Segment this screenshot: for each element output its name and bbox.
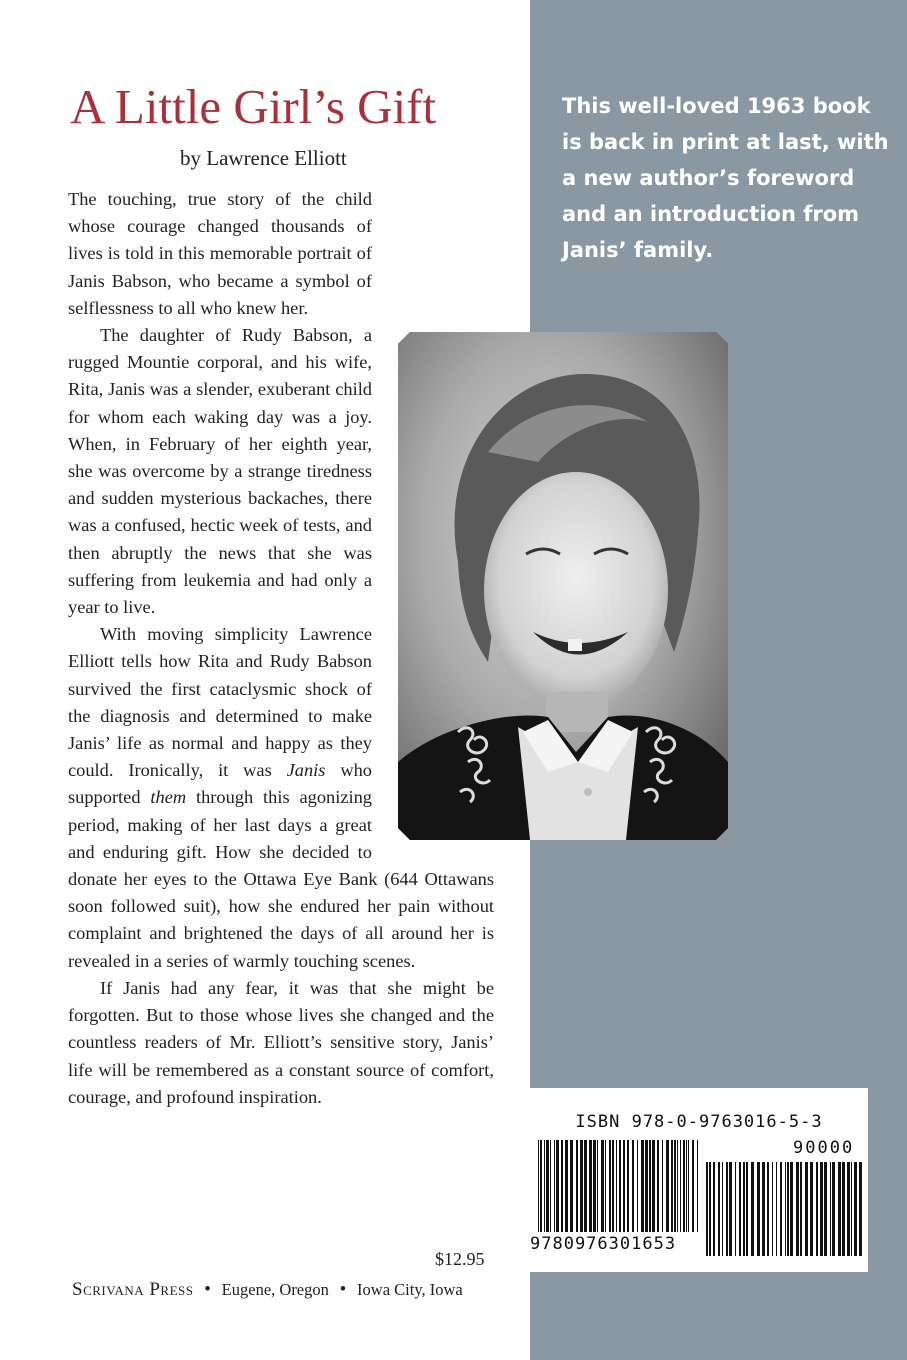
publisher-line: Scrivana Press • Eugene, Oregon • Iowa City, Iowa [72, 1279, 463, 1300]
barcode-digits: 9780976301653 [530, 1234, 677, 1254]
book-title: A Little Girl’s Gift [70, 79, 437, 134]
synopsis-paragraph-1: The touching, true story of the child whose courage changed thousands of lives is told in this memorable portrait of Janis Babson, who became a symbol of selflessness to all who knew her. [68, 189, 372, 318]
location-iowa-city: Iowa City, Iowa [357, 1280, 463, 1299]
isbn-label: ISBN 978-0-9763016-5-3 [575, 1112, 823, 1132]
promo-blurb: This well-loved 1963 book is back in print at last, with a new author’s foreword and an introduction from Janis’ family. [562, 94, 889, 262]
isbn-barcode [530, 1088, 868, 1272]
barcode-addon-digits: 90000 [793, 1138, 855, 1158]
synopsis-paragraph-4: If Janis had any fear, it was that she might be forgotten. But to those whose lives she changed and the countless readers of Mr. Elliott’s sensitive story, Janis’ life will be remembered as a constant source of comfort, courage, and profound inspiration. [68, 977, 494, 1107]
book-author: by Lawrence Elliott [180, 146, 347, 170]
girl-portrait-photo [398, 332, 728, 840]
publisher-name: Scrivana Press [72, 1279, 194, 1300]
price: $12.95 [435, 1249, 485, 1269]
location-eugene: Eugene, Oregon [221, 1280, 329, 1299]
synopsis-paragraph-2: The daughter of Rudy Babson, a rugged Mountie corporal, and his wife, Rita, Janis was a slender, exuberant child for whom each waking day was a joy. When, in February of her eighth year, she was overcome by a strange tiredness and sudden mysterious backaches, there was a confused, hectic week of tests, and then abruptly the news that she was suffering from leukemia and had only a year to live. [68, 325, 372, 618]
synopsis-paragraph-3: With moving simplicity Lawrence Elliott tells how Rita and Rudy Babson survived the first cataclysmic shock of the diagnosis and determined to make Janis’ life as normal and happy as they could. Ironically, it was Janis who supported them through this agonizing period, making of her last days a great and enduring gift. How she decided to donate her eyes to the Ottawa Eye Bank (644 Ottawans soon followed suit), how she endured her pain without complaint and brightened the days of all around her is revealed in a series of warmly touching scenes. [68, 624, 494, 971]
